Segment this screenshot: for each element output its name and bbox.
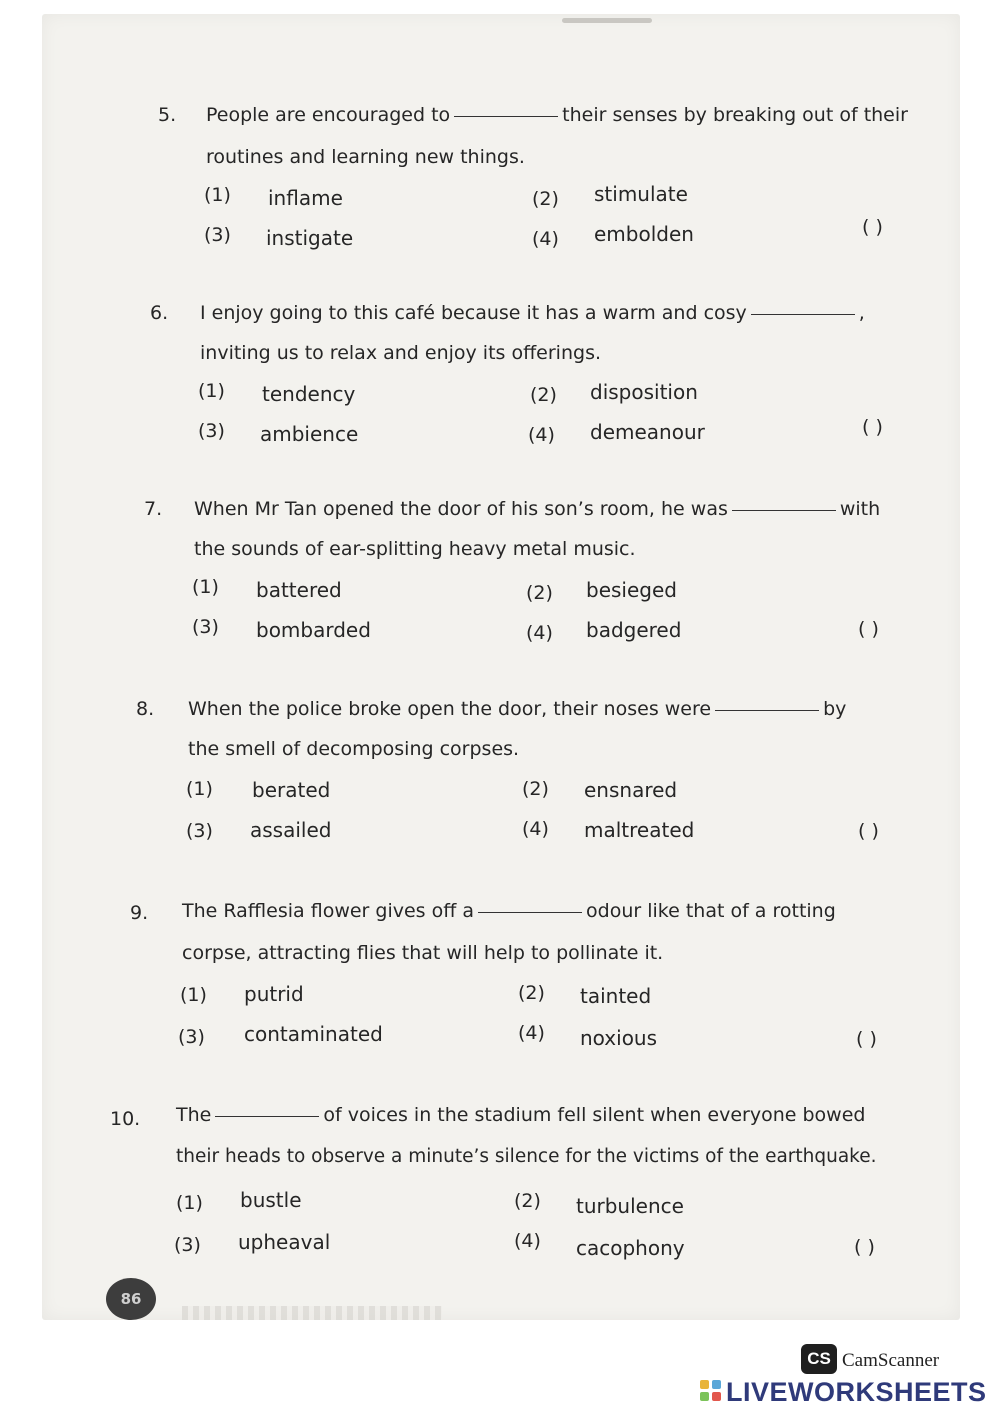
question-stem-line-1 xyxy=(176,1104,865,1126)
option-1-text[interactable]: bustle xyxy=(240,1188,302,1212)
question-stem-line-1 xyxy=(206,104,908,126)
option-4-number: (4) xyxy=(532,228,559,250)
option-3-text[interactable]: instigate xyxy=(266,226,354,250)
stem-before-blank: I enjoy going to this café because it has a warm and cosy xyxy=(200,302,747,324)
stem-after-blank: of voices in the stadium fell silent when everyone bowed xyxy=(323,1104,866,1126)
option-1-text[interactable]: battered xyxy=(256,578,342,602)
stem-after-blank: with xyxy=(839,498,881,520)
question-number: 8. xyxy=(136,698,155,720)
option-3-number: (3) xyxy=(192,616,219,638)
option-4-text[interactable]: noxious xyxy=(580,1026,658,1050)
question-5 xyxy=(42,90,960,270)
option-3-number: (3) xyxy=(198,420,225,442)
answer-blank[interactable] xyxy=(478,911,582,913)
stem-before-blank: The Rafflesia flower gives off a xyxy=(182,900,475,922)
option-4-number: (4) xyxy=(528,424,555,446)
answer-box[interactable]: ( ) xyxy=(862,416,883,438)
question-10 xyxy=(42,1090,960,1270)
question-9 xyxy=(42,884,960,1064)
worksheet-page xyxy=(42,14,960,1320)
answer-blank[interactable] xyxy=(215,1115,319,1117)
question-6 xyxy=(42,286,960,466)
question-stem-line-1 xyxy=(188,698,846,720)
answer-box[interactable]: ( ) xyxy=(862,216,883,238)
question-7 xyxy=(42,482,960,662)
option-1-text[interactable]: berated xyxy=(252,778,331,802)
option-2-number: (2) xyxy=(530,384,557,406)
answer-box[interactable]: ( ) xyxy=(858,618,879,640)
option-2-number: (2) xyxy=(522,778,549,800)
option-2-text[interactable]: tainted xyxy=(580,984,652,1008)
option-1-number: (1) xyxy=(180,984,207,1006)
option-3-number: (3) xyxy=(204,224,231,246)
question-stem-line-1 xyxy=(200,302,865,324)
option-1-number: (1) xyxy=(186,778,213,800)
question-8 xyxy=(42,682,960,862)
liveworksheets-text: LIVEWORKSHEETS xyxy=(726,1377,987,1407)
question-number: 9. xyxy=(130,902,149,924)
option-4-text[interactable]: maltreated xyxy=(584,818,695,842)
option-3-text[interactable]: ambience xyxy=(260,422,359,446)
stem-after-blank: , xyxy=(858,302,865,324)
question-stem-line-2: corpse, attracting flies that will help to pollinate it. xyxy=(182,942,664,964)
option-3-text[interactable]: contaminated xyxy=(244,1022,383,1046)
option-4-text[interactable]: badgered xyxy=(586,618,682,642)
option-1-text[interactable]: inflame xyxy=(268,186,343,210)
liveworksheets-icon xyxy=(700,1380,722,1402)
answer-blank[interactable] xyxy=(454,115,558,117)
stem-after-blank: odour like that of a rotting xyxy=(586,900,836,922)
stem-after-blank: their senses by breaking out of their xyxy=(562,104,908,126)
camscanner-text: CamScanner xyxy=(842,1350,940,1371)
option-3-text[interactable]: bombarded xyxy=(256,618,371,642)
option-2-number: (2) xyxy=(532,188,559,210)
answer-blank[interactable] xyxy=(751,313,855,315)
option-3-number: (3) xyxy=(186,820,213,842)
option-2-text[interactable]: besieged xyxy=(586,578,677,602)
option-2-text[interactable]: turbulence xyxy=(576,1194,684,1218)
question-stem-line-2: inviting us to relax and enjoy its offerings. xyxy=(200,342,602,364)
option-2-number: (2) xyxy=(514,1190,541,1212)
question-stem-line-1 xyxy=(194,498,880,520)
option-4-text[interactable]: cacophony xyxy=(576,1236,685,1260)
question-stem-line-2: their heads to observe a minute’s silence for the victims of the earthquake. xyxy=(176,1146,877,1167)
question-stem-line-1 xyxy=(182,900,836,922)
answer-box[interactable]: ( ) xyxy=(854,1236,875,1258)
option-2-text[interactable]: ensnared xyxy=(584,778,678,802)
question-number: 6. xyxy=(150,302,169,324)
answer-blank[interactable] xyxy=(715,709,819,711)
stem-before-blank: When the police broke open the door, their noses were xyxy=(188,698,712,720)
answer-blank[interactable] xyxy=(732,509,836,511)
option-3-number: (3) xyxy=(178,1026,205,1048)
option-4-text[interactable]: embolden xyxy=(594,222,694,246)
option-3-text[interactable]: assailed xyxy=(250,818,332,842)
answer-box[interactable]: ( ) xyxy=(858,820,879,842)
option-3-number: (3) xyxy=(174,1234,201,1256)
option-2-number: (2) xyxy=(518,982,545,1004)
option-3-text[interactable]: upheaval xyxy=(238,1230,331,1254)
stem-after-blank: by xyxy=(823,698,847,720)
option-2-text[interactable]: stimulate xyxy=(594,182,688,206)
question-number: 10. xyxy=(110,1108,141,1130)
option-1-number: (1) xyxy=(176,1192,203,1214)
option-4-number: (4) xyxy=(514,1230,541,1252)
answer-box[interactable]: ( ) xyxy=(856,1028,877,1050)
question-stem-line-2: the sounds of ear-splitting heavy metal music. xyxy=(194,538,636,560)
option-1-text[interactable]: putrid xyxy=(244,982,304,1006)
option-1-text[interactable]: tendency xyxy=(262,382,356,406)
option-1-number: (1) xyxy=(204,184,231,206)
option-2-text[interactable]: disposition xyxy=(590,380,698,404)
scan-mark xyxy=(562,18,652,23)
page-number-badge: 86 xyxy=(106,1278,156,1320)
option-2-number: (2) xyxy=(526,582,553,604)
question-stem-line-2: the smell of decomposing corpses. xyxy=(188,738,520,760)
option-1-number: (1) xyxy=(192,576,219,598)
stem-before-blank: The xyxy=(176,1104,212,1126)
option-4-text[interactable]: demeanour xyxy=(590,420,705,444)
stem-before-blank: When Mr Tan opened the door of his son’s room, he was xyxy=(194,498,728,520)
option-1-number: (1) xyxy=(198,380,225,402)
option-4-number: (4) xyxy=(518,1022,545,1044)
question-number: 7. xyxy=(144,498,163,520)
option-4-number: (4) xyxy=(522,818,549,840)
question-stem-line-2: routines and learning new things. xyxy=(206,146,525,168)
camscanner-logo: CS xyxy=(801,1344,837,1374)
question-number: 5. xyxy=(158,104,177,126)
page-edge-scuff xyxy=(182,1306,442,1320)
stem-before-blank: People are encouraged to xyxy=(206,104,451,126)
option-4-number: (4) xyxy=(526,622,553,644)
